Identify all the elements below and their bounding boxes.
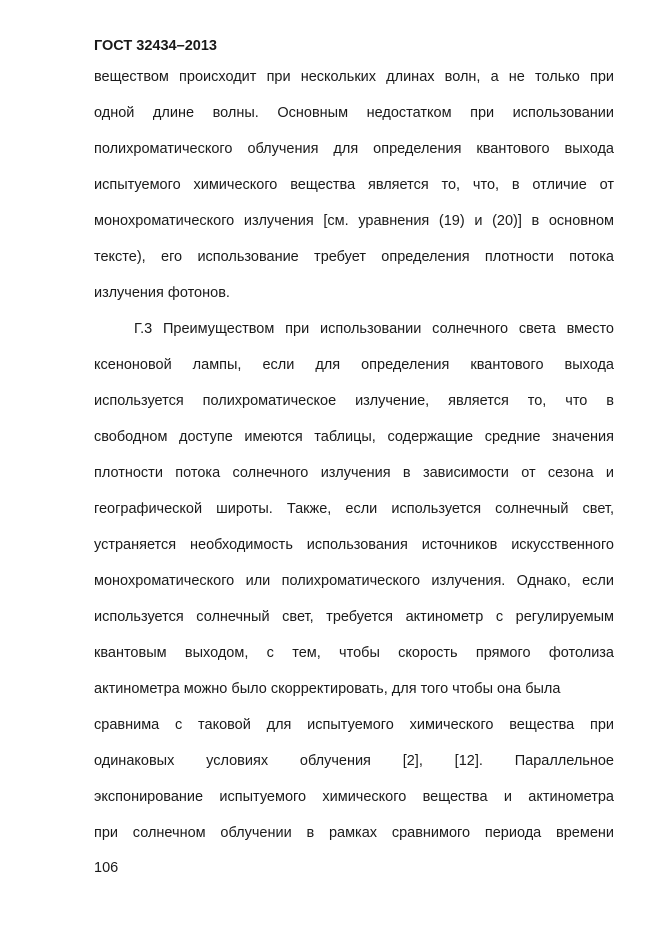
text-line: ксеноновой лампы, если для определения квантового выхода (94, 357, 614, 373)
text-line: плотности потока солнечного излучения в зависимости от сезона и (94, 465, 614, 481)
text-line: устраняется необходимость использования источников искусственного (94, 537, 614, 553)
text-line: тексте), его использование требует определения плотности потока (94, 249, 614, 265)
text-line: свободном доступе имеются таблицы, содержащие средние значения (94, 429, 614, 445)
text-line: сравнима с таковой для испытуемого химического вещества при (94, 717, 614, 733)
document-header: ГОСТ 32434–2013 (94, 38, 217, 54)
text-line: актинометра можно было скорректировать, для того чтобы она была (94, 681, 561, 697)
text-line: экспонирование испытуемого химического вещества и актинометра (94, 789, 614, 805)
text-line: географической широты. Также, если используется солнечный свет, (94, 501, 614, 517)
text-line: монохроматического или полихроматического излучения. Однако, если (94, 573, 614, 589)
text-line: веществом происходит при нескольких длинах волн, а не только при (94, 69, 614, 85)
text-line: квантовым выходом, с тем, чтобы скорость прямого фотолиза (94, 645, 614, 661)
text-line: при солнечном облучении в рамках сравнимого периода времени (94, 825, 614, 841)
paragraph-g3-first-line: Г.3 Преимуществом при использовании солнечного света вместо (134, 321, 614, 337)
text-line: одинаковых условиях облучения [2], [12]. Параллельное (94, 753, 614, 769)
text-line: излучения фотонов. (94, 285, 230, 301)
text-line: монохроматического излучения [см. уравнения (19) и (20)] в основном (94, 213, 614, 229)
text-line: одной длине волны. Основным недостатком при использовании (94, 105, 614, 121)
text-line: испытуемого химического вещества является то, что, в отличие от (94, 177, 614, 193)
text-line: используется солнечный свет, требуется актинометр с регулируемым (94, 609, 614, 625)
page-number: 106 (94, 860, 119, 876)
text-line: полихроматического облучения для определения квантового выхода (94, 141, 614, 157)
text-line: используется полихроматическое излучение, является то, что в (94, 393, 614, 409)
